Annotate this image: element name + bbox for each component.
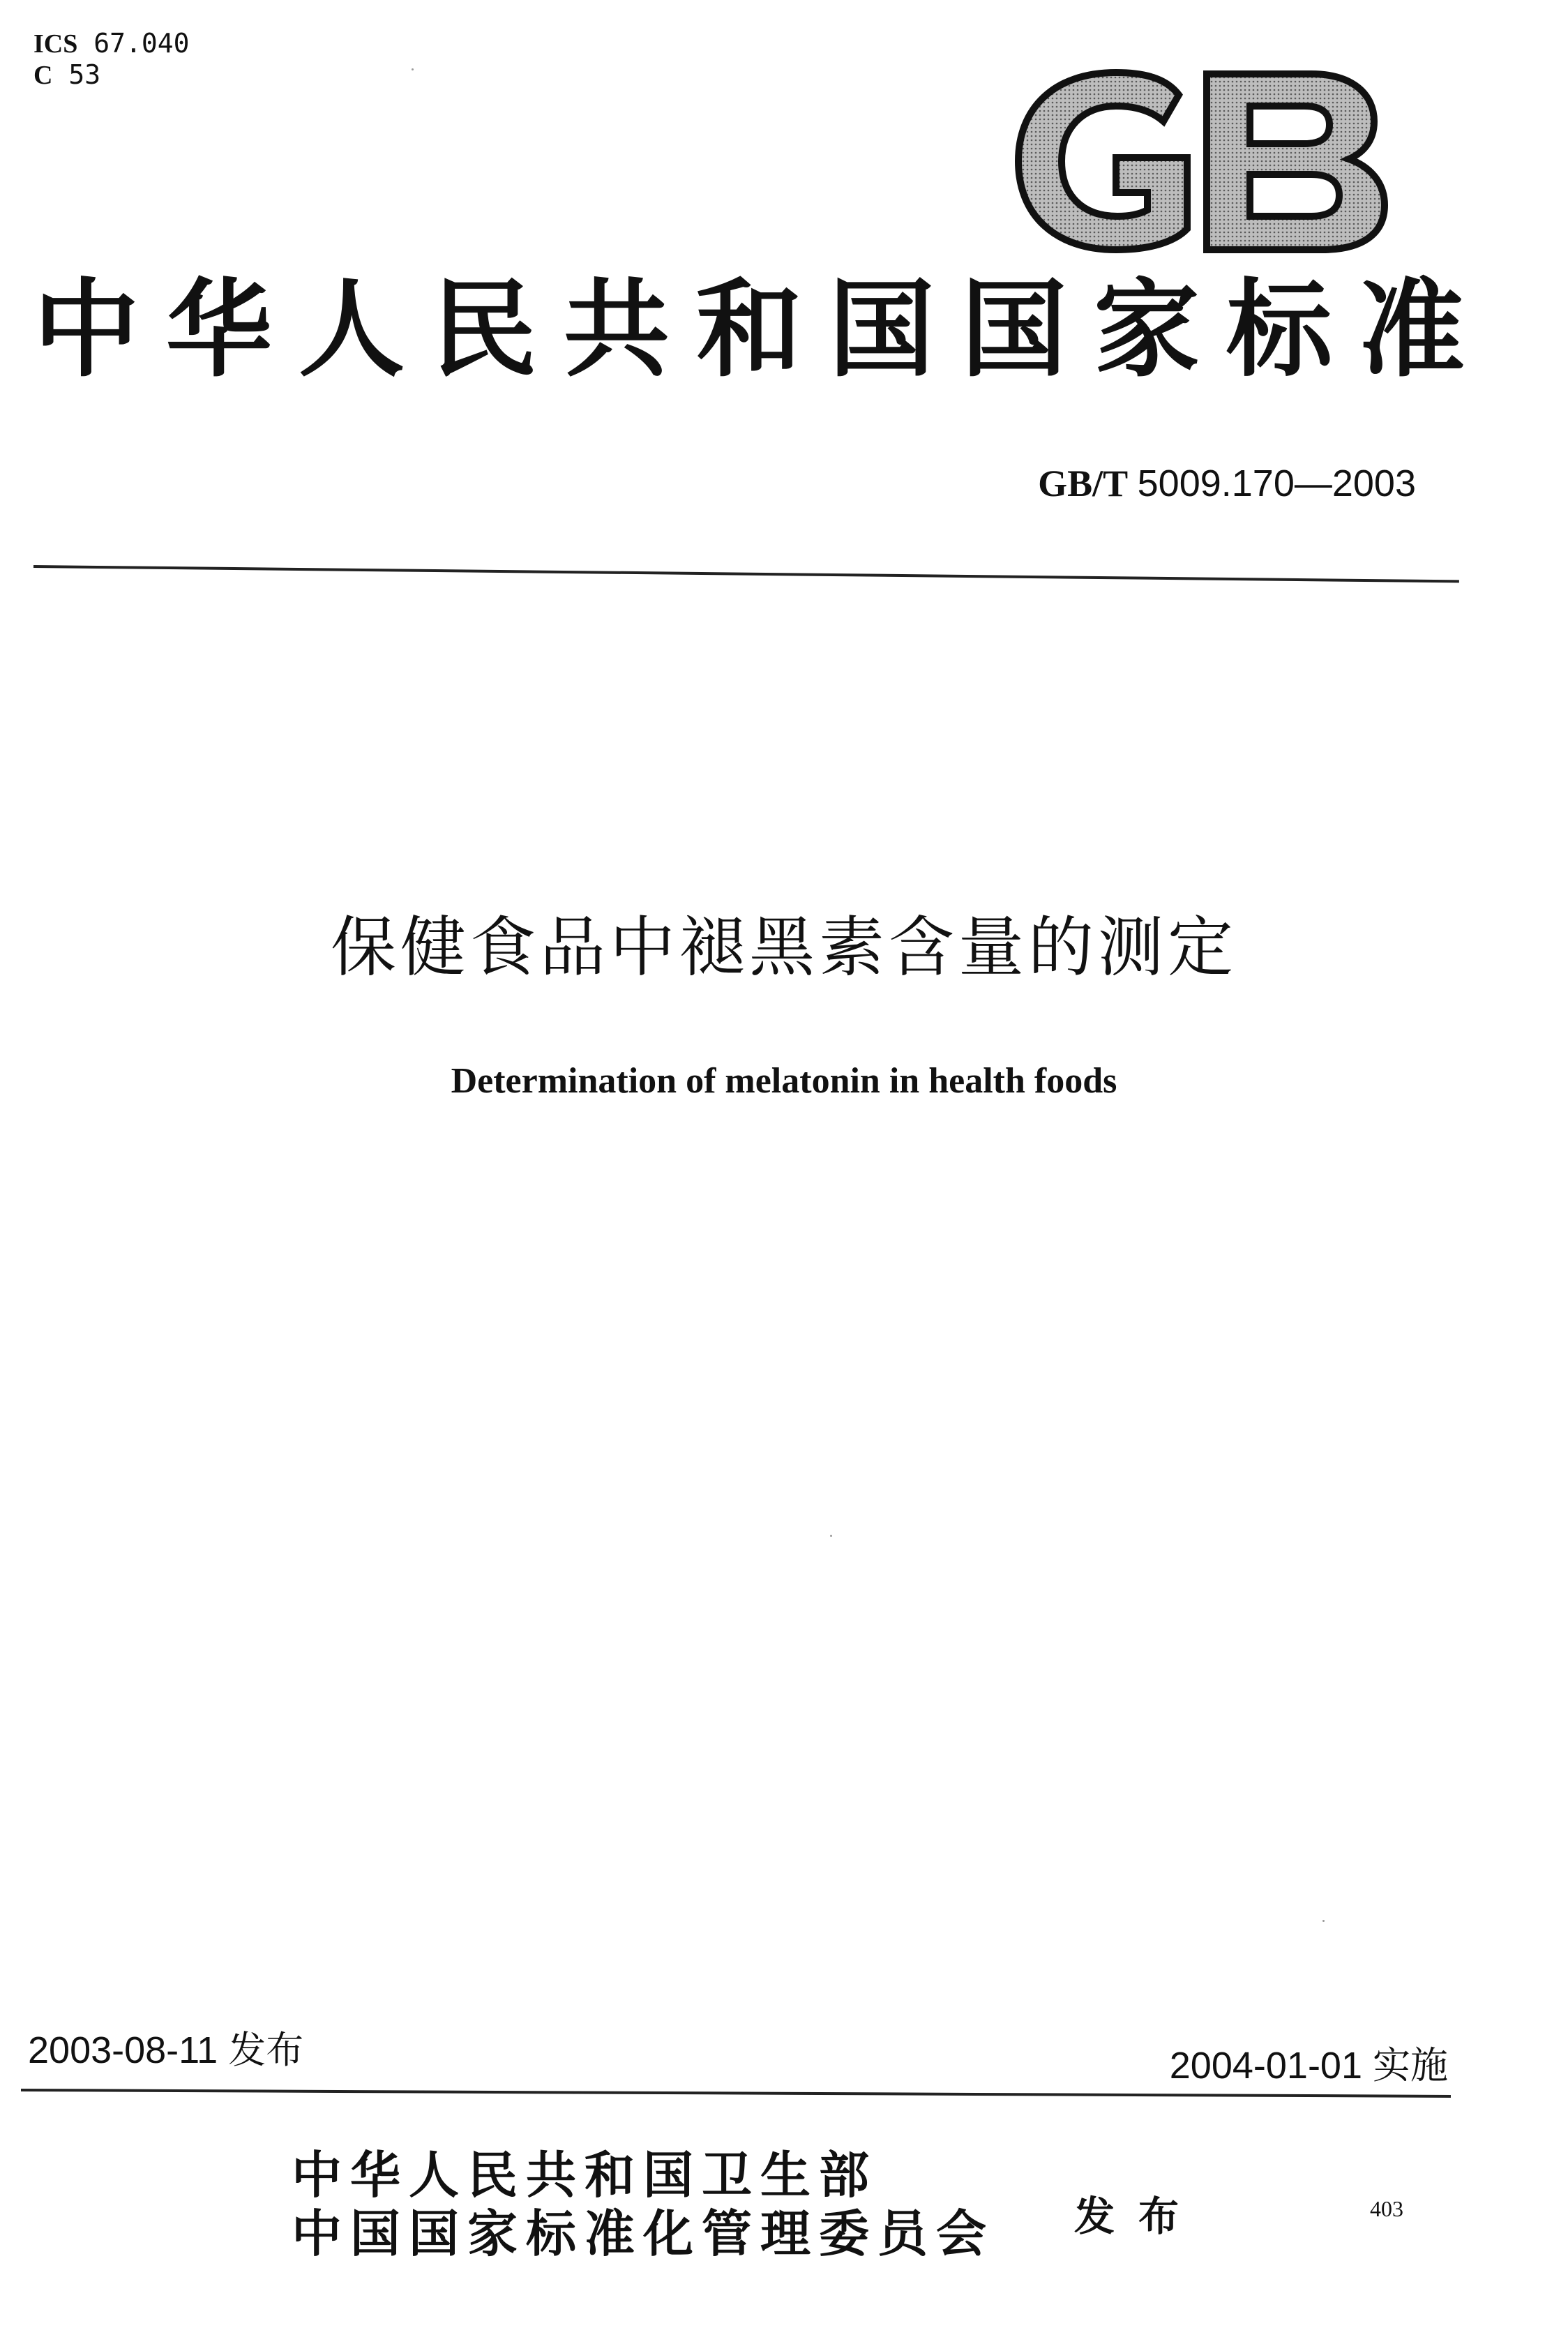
standard-number-value: 5009.170—2003 [1137, 463, 1416, 504]
document-title-english: Determination of melatonin in health foods [451, 1061, 1117, 1101]
issuer-ministry-of-health: 中华人民共和国卫生部 [292, 2145, 878, 2204]
page-number: 403 [1370, 2196, 1403, 2221]
issue-date: 2003-08-11 发布 [28, 2029, 304, 2071]
standard-number [1038, 462, 1416, 505]
issuing-authorities [292, 2146, 995, 2263]
ccs-value: 53 [68, 59, 101, 90]
issued-label: 发布 [1074, 2193, 1203, 2240]
ics-label: ICS [33, 29, 78, 59]
gb-logo [1004, 67, 1395, 255]
issuer-standardization-administration: 中国国家标准化管理委员会 [292, 2204, 995, 2263]
implementation-date: 2004-01-01 实施 [1169, 2045, 1448, 2087]
scan-speck [830, 1535, 832, 1537]
scan-speck [412, 68, 414, 70]
ics-code [33, 28, 190, 59]
logo-letter-b [1207, 74, 1385, 250]
ics-value: 67.040 [93, 28, 190, 59]
ccs-label: C [33, 61, 53, 90]
standard-number-prefix: GB/T [1038, 463, 1129, 504]
header-divider [33, 565, 1459, 583]
scan-speck [1322, 1920, 1325, 1922]
document-title-chinese: 保健食品中褪黑素含量的测定 [330, 910, 1237, 986]
classification-codes [33, 28, 190, 91]
logo-letter-g [1018, 73, 1187, 250]
national-standard-title: 中华人民共和国国家标准 [33, 266, 1491, 391]
ccs-code [33, 59, 190, 91]
footer-divider [21, 2089, 1451, 2098]
